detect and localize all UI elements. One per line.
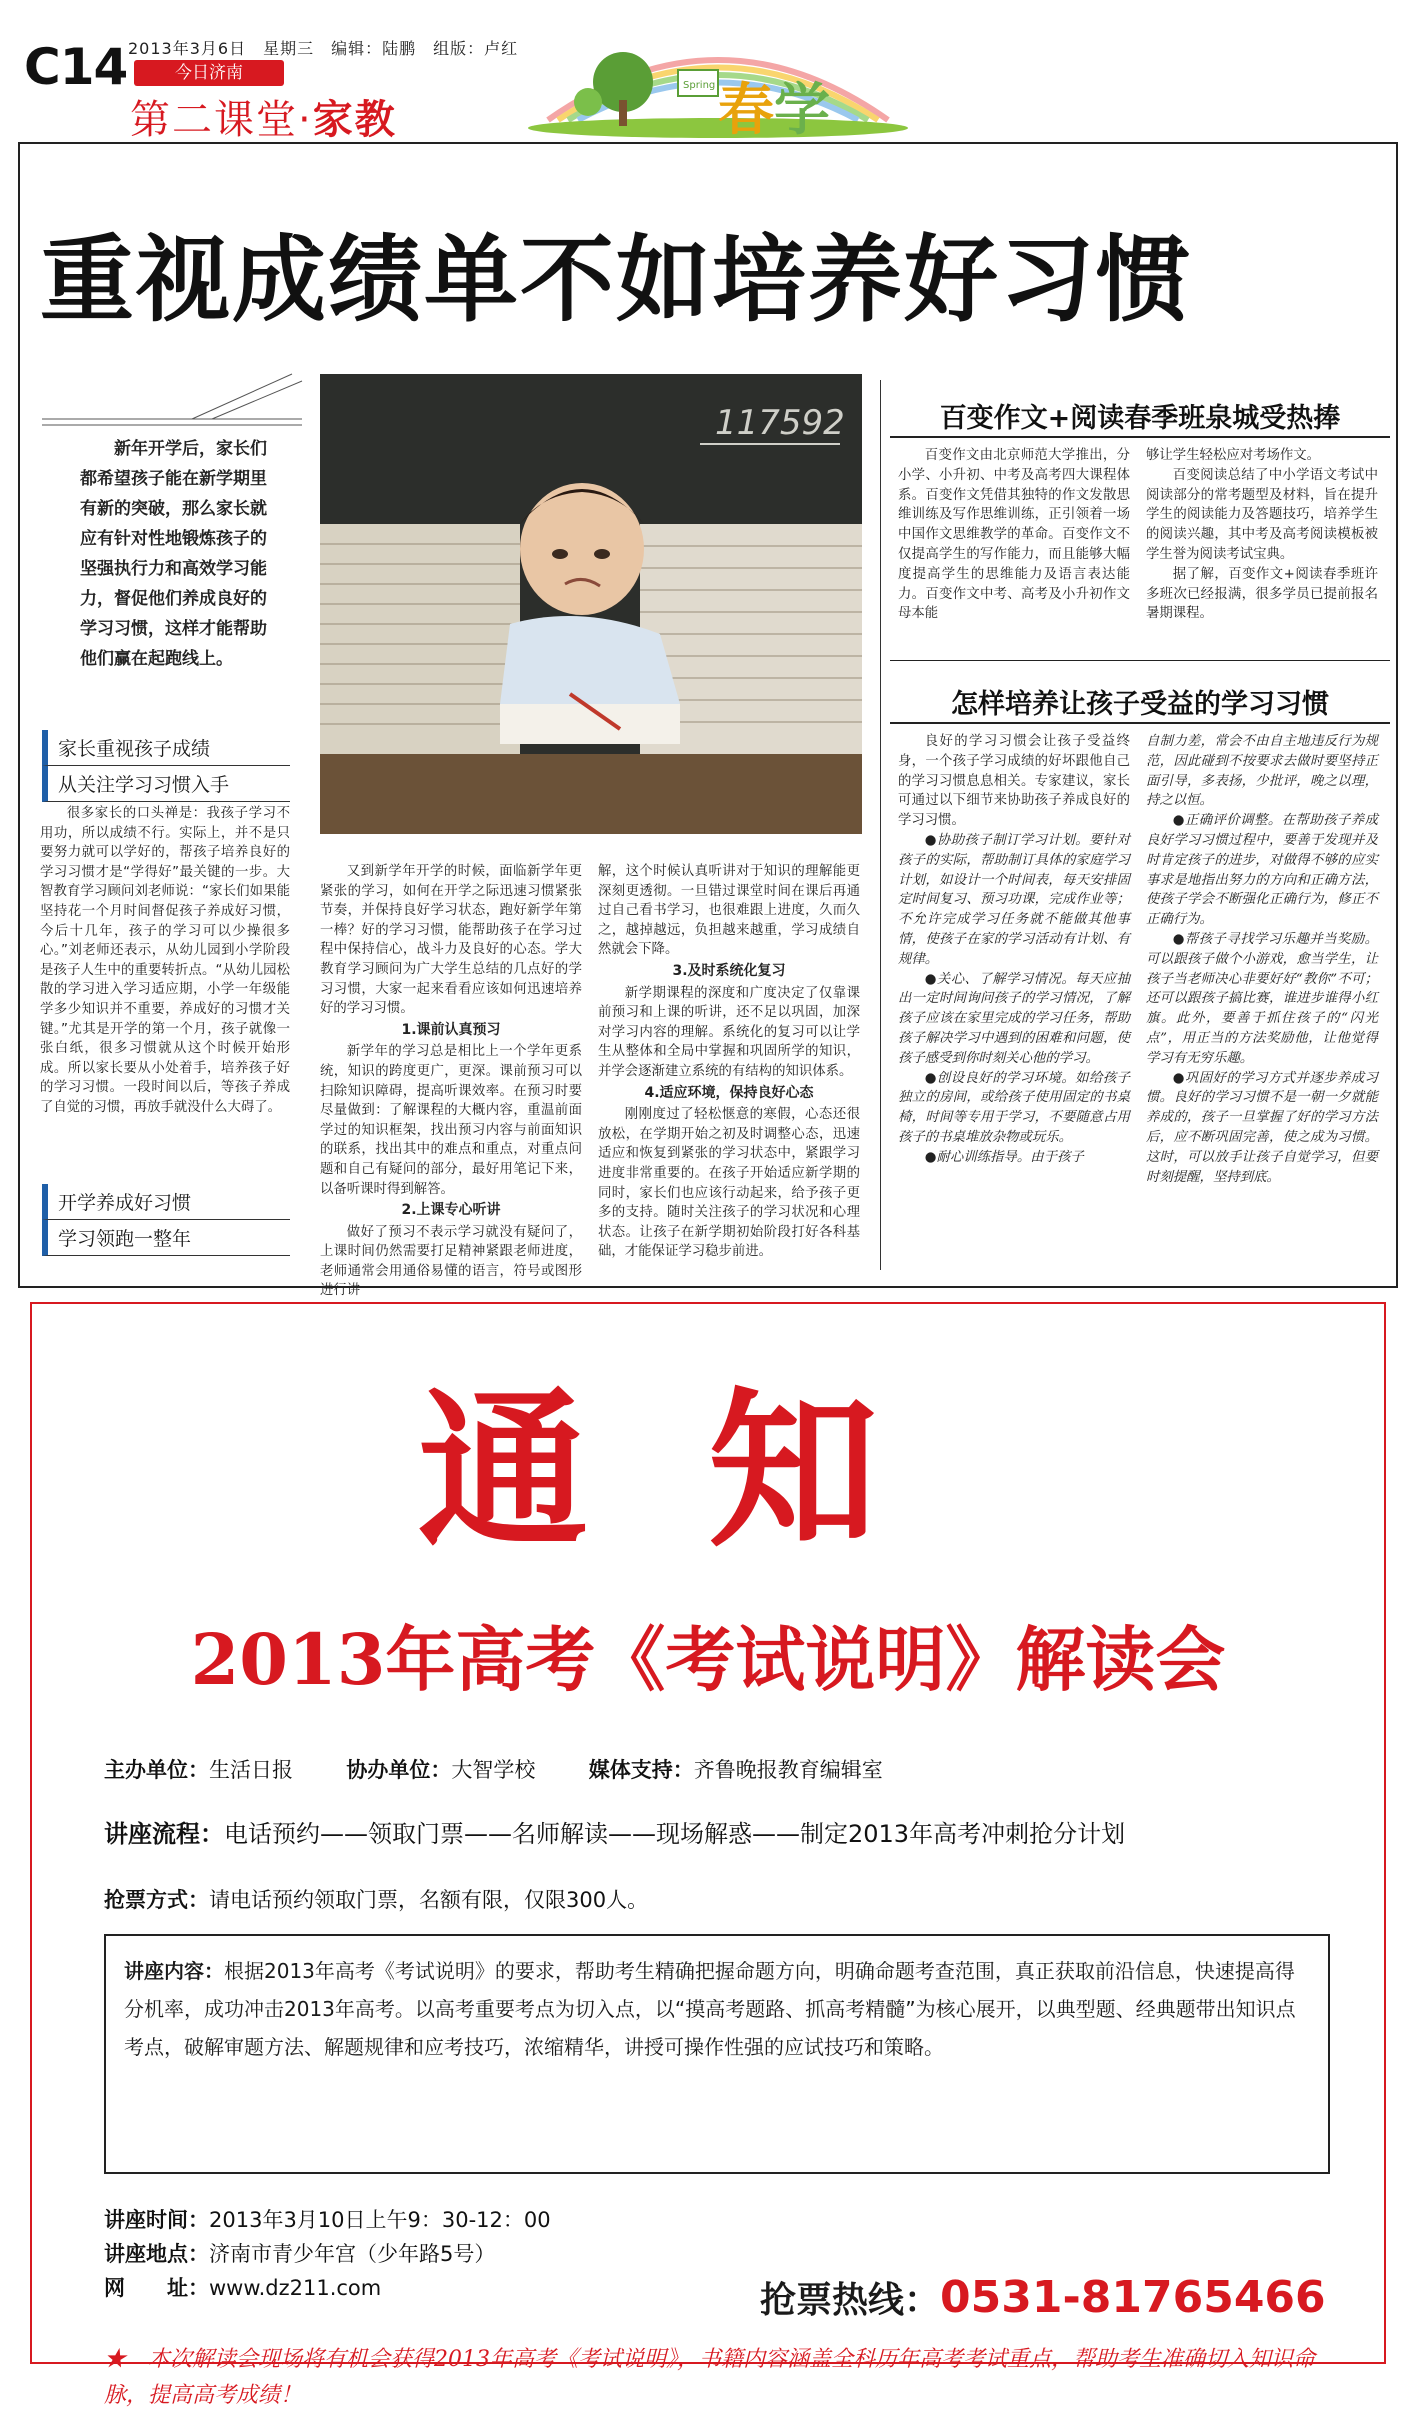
tip-2-body: 做好了预习不表示学习就没有疑问了，上课时间仍然需要打足精神紧跟老师进度，老师通常会用通俗易懂的语言，符号或图形进行讲 [320, 1224, 582, 1299]
page-number: C14 [24, 38, 128, 96]
ticket-row [104, 1884, 648, 1914]
website-label: 网 址： [104, 2276, 209, 2300]
tip-2-continued: 解，这个时候认真听讲对于知识的理解能更深刻更透彻。一旦错过课堂时间在课后再通过自己看书学习，也很难跟上进度，久而久之，越掉越远，负担越来越重，学习成绩自然就会下降。 [598, 864, 860, 958]
media-value: 齐鲁晚报教育编辑室 [693, 1758, 883, 1782]
tip-4-heading: 4.适应环境，保持良好心态 [644, 1084, 814, 1101]
tip-3-heading: 3.及时系统化复习 [672, 962, 786, 979]
subhead-2-line-b: 学习领跑一整年 [42, 1220, 290, 1256]
co-organizer-label: 协办单位： [346, 1758, 452, 1782]
left-body: 很多家长的口头禅是：我孩子学习不用功，所以成绩不行。实际上，并不是只要努力就可以学好的，帮孩子培养良好的学习习惯才是“学得好”最关键的一步。大智教育学习顾问刘老师说：“家长们如果能坚持花一个月时间督促孩子养成好习惯，今后十几年，孩子的学习可以少操很多心。”刘老师还表示，从幼儿园到小学阶段是孩子人生中的重要转折点。“从幼儿园松散的学习进入学习适应期，小学一年级能学多少知识并不重要，养成好的习惯才关键。”尤其是开学的第一个月，孩子就像一张白纸，很多习惯就从这个时候开始形成。所以家长要从小处着手，培养孩子好的学习习惯。一段时间以后，等孩子养成了自觉的习惯，再放手就没什么大碍了。 [40, 806, 290, 1115]
headline: 重视成绩单不如培养好习惯 [40, 226, 1193, 335]
habit-tip-4-start: ●耐心训练指导。由于孩子 [924, 1149, 1084, 1165]
time-label: 讲座时间： [104, 2208, 209, 2232]
tip-2-heading: 2.上课专心听讲 [401, 1202, 501, 1219]
tip-1-body: 新学年的学习总是相比上一个学年更系统，知识的跨度更广，更深。课前预习可以扫除知识障碍，提高听课效率。在预习时要尽量做到：了解课程的大概内容，重温前面学过的知识框架，找出预习内容与前面知识的联系，找出其中的难点和重点，对重点问题和自己有疑问的部分，最好用笔记下来，以备听课时得到解答。 [320, 1044, 582, 1197]
habit-tip-4-end: 自制力差，常会不由自主地违反行为规范，因此碰到不按要求去做时要坚持正面引导，多表扬，少批评，晚之以理，持之以恒。 [1146, 734, 1378, 809]
tip-3-body: 新学期课程的深度和广度决定了仅靠课前预习和上课的听讲，还不足以巩固，加深对学习内容的理解。系统化的复习可以让学生从整体和全局中掌握和巩固所学的知识，并学会逐渐建立系统的有结构的知识体系。 [598, 985, 860, 1079]
flow-row [104, 1814, 1125, 1849]
flow-value: 电话预约——领取门票——名师解读——现场解惑——制定2013年高考冲刺抢分计划 [224, 1820, 1126, 1848]
section-title [130, 88, 397, 145]
notice-footnote: ★ 本次解读会现场将有机会获得2013年高考《考试说明》，书籍内容涵盖全科历年高考考试重点，帮助考生准确切入知识命脉，提高高考成绩！ [104, 2347, 1315, 2408]
content-value: 根据2013年高考《考试说明》的要求，帮助考生精确把握命题方向，明确命题考查范围，真正获取前沿信息，快速提高得分机率，成功冲击2013年高考。以高考重要考点为切入点，以“摸高考题路、抓高考精髓”为核心展开，以典型题、经典题带出知识点考点，破解审题方法、解题规律和应考技巧，浓缩精华，讲授可操作性强的应试技巧和策略。 [124, 1959, 1296, 2059]
article-frame [18, 142, 1398, 1299]
photo-blackboard-text: 117592 [715, 403, 845, 443]
media-label: 媒体支持： [588, 1758, 694, 1782]
place-label: 讲座地点： [104, 2242, 209, 2266]
subhead-1-line-b: 从关注学习习惯入手 [42, 766, 290, 802]
notice-title: 通知 [417, 1371, 998, 1571]
column-divider [880, 380, 881, 1270]
middle-column-1 [320, 862, 582, 1301]
right-story-1-text-b2: 百变阅读总结了中小学语文考试中阅读部分的常考题型及材料，旨在提升学生的阅读能力及答题技巧，培养学生的阅读兴趣，其中考及高考阅读模板被学生誉为阅读考试宝典。 [1146, 467, 1378, 562]
right-story-separator [890, 660, 1390, 661]
spring-sign-text: Spring [683, 80, 716, 91]
middle-column-2 [598, 862, 860, 1262]
spring-word [718, 66, 830, 146]
right-story-2-rule [890, 722, 1390, 724]
hotline-number: 0531-81765466 [940, 2272, 1326, 2323]
article-photo [320, 374, 862, 834]
right-story-2-headline: 怎样培养让孩子受益的学习习惯 [951, 689, 1329, 720]
place-value: 济南市青少年宫（少年路5号） [209, 2242, 496, 2266]
content-box [104, 1934, 1330, 2174]
right-story-1-text-b3: 据了解，百变作文+阅读春季班许多班次已经报满，很多学员已提前报名暑期课程。 [1146, 566, 1378, 622]
lead-decoration [42, 369, 302, 429]
subhead-1 [42, 730, 290, 802]
tip-1-heading: 1.课前认真预习 [401, 1021, 501, 1038]
right-story-1-headline: 百变作文+阅读春季班泉城受热捧 [939, 403, 1341, 434]
notice-advertisement [30, 1302, 1386, 2408]
content-label: 讲座内容： [124, 1959, 224, 1983]
ticket-label: 抢票方式： [104, 1888, 209, 1912]
organizer-label: 主办单位： [104, 1758, 209, 1782]
lead-paragraph: 新年开学后，家长们都希望孩子能在新学期里有新的突破，那么家长就应有针对性地锻炼孩子的坚强执行力和高效学习能力，督促他们养成良好的学习习惯，这样才能帮助他们赢在起跑线上。 [80, 439, 267, 669]
right-story-1-text-a: 百变作文由北京师范大学推出，分小学、小升初、中考及高考四大课程体系。百变作文凭借其独特的作文发散思维训练及写作思维训练，正引领着一场中国作文思维教学的革命。百变作文不仅提高学生的写作能力，而且能够大幅度提高学生的思维能力及语言表达能力。百变作文中考、高考及小升初作文母本能 [898, 448, 1130, 622]
habit-tip-5: ●正确评价调整。在帮助孩子养成良好学习习惯过程中，要善于发现并及时肯定孩子的进步，对做得不够的应实事求是地指出努力的方向和正确方法，使孩子学会不断强化正确行为，修正不正确行为。 [1146, 813, 1378, 928]
time-value: 2013年3月10日上午9：30-12：00 [209, 2208, 551, 2232]
time-row [104, 2204, 551, 2234]
masthead [18, 22, 1398, 143]
tip-4-body: 刚刚度过了轻松惬意的寒假，心态还很放松，在学期开始之初及时调整心态，迅速适应和恢复到紧张的学习状态中，紧跟学习进度非常重要的。在孩子开始适应新学期的同时，家长们也应该行动起来，给予孩子更多的支持。随时关注孩子的学习状况和心理状态。让孩子在新学期初始阶段打好各科基础，才能保证学习稳步前进。 [598, 1107, 860, 1260]
child-studying-illustration [320, 374, 862, 834]
right-story-2-col-a [898, 732, 1130, 1168]
notice-subtitle: 2013年高考《考试说明》解读会 [190, 1618, 1226, 1701]
co-organizer-value: 大智学校 [451, 1758, 536, 1782]
habit-tip-1: ●协助孩子制订学习计划。要针对孩子的实际，帮助制订具体的家庭学习计划，如设计一个时间表，每天安排固定时间复习、预习功课，完成作业等；不允许完成学习任务就不能做其他事情，使孩子在家的学习活动有计划、有规律。 [898, 832, 1130, 967]
subhead-2 [42, 1184, 290, 1256]
spring-char: 春 [718, 77, 774, 143]
mid-intro: 又到新学年开学的时候，面临新学年更紧张的学习，如何在开学之际迅速习惯紧张节奏，并保持良好学习状态，跑好新学年第一棒？好的学习习惯，能帮助孩子在学习过程中保持信心，战斗力及良好的心态。学大教育学习顾问为广大学生总结的几点好的学习习惯，大家一起来看看应该如何迅速培养好的学习习惯。 [320, 864, 582, 1017]
flow-label: 讲座流程： [104, 1820, 224, 1848]
website-row [104, 2272, 381, 2302]
hotline [760, 2272, 1326, 2323]
ticket-value: 请电话预约领取门票，名额有限，仅限300人。 [209, 1888, 649, 1912]
section-title-b: 家教 [312, 97, 397, 143]
subhead-2-line-a: 开学养成好习惯 [42, 1184, 290, 1220]
right-story-1-col-b [1146, 446, 1378, 624]
hotline-label: 抢票热线： [760, 2280, 941, 2321]
right-story-1-rule [890, 436, 1390, 438]
website-value: www.dz211.com [209, 2276, 382, 2300]
right-story-2-col-b [1146, 732, 1378, 1187]
habit-tip-3: ●创设良好的学习环境。如给孩子独立的房间，或给孩子使用固定的书桌椅，时间等专用于学习，不要随意占用孩子的书桌堆放杂物或玩乐。 [898, 1070, 1130, 1145]
left-column [40, 804, 290, 1118]
right-story-2-intro: 良好的学习习惯会让孩子受益终身，一个孩子学习成绩的好坏跟他自己的学习习惯息息相关。专家建议，家长可通过以下细节来协助孩子养成良好的学习习惯。 [898, 734, 1130, 829]
habit-tip-2: ●关心、了解学习情况。每天应抽出一定时间询问孩子的学习情况，了解孩子应该在家里完成的学习任务，帮助孩子解决学习中遇到的困难和问题，使孩子感受到你时刻关心他的学习。 [898, 971, 1130, 1066]
organizer-value: 生活日报 [209, 1758, 293, 1782]
study-char: 学 [774, 77, 830, 143]
habit-tip-7: ●巩固好的学习方式并逐步养成习惯。良好的学习习惯不是一朝一夕就能养成的，孩子一旦掌握了好的学习方法后，应不断巩固完善，使之成为习惯。这时，可以放手让孩子自觉学习，但要时刻提醒，坚持到底。 [1146, 1070, 1378, 1185]
organizer-row [104, 1754, 883, 1784]
right-story-1-col-a [898, 446, 1130, 624]
date-line: 2013年3月6日 星期三 编辑：陆鹏 组版：卢红 [128, 39, 519, 58]
subhead-1-line-a: 家长重视孩子成绩 [42, 730, 290, 766]
place-row [104, 2238, 495, 2268]
right-story-1-text-b1: 够让学生轻松应对考场作文。 [1146, 448, 1321, 463]
habit-tip-6: ●帮孩子寻找学习乐趣并当奖励。可以跟孩子做个小游戏，愈当学生，让孩子当老师决心非要好好“教你”不可；还可以跟孩子搞比赛，谁进步谁得小红旗。此外，要善于抓住孩子的“闪光点”，用正当的方法奖励他，让他觉得学习有无穷乐趣。 [1146, 931, 1378, 1066]
city-badge: 今日济南 [134, 60, 284, 86]
section-title-a: 第二课堂· [130, 97, 313, 143]
